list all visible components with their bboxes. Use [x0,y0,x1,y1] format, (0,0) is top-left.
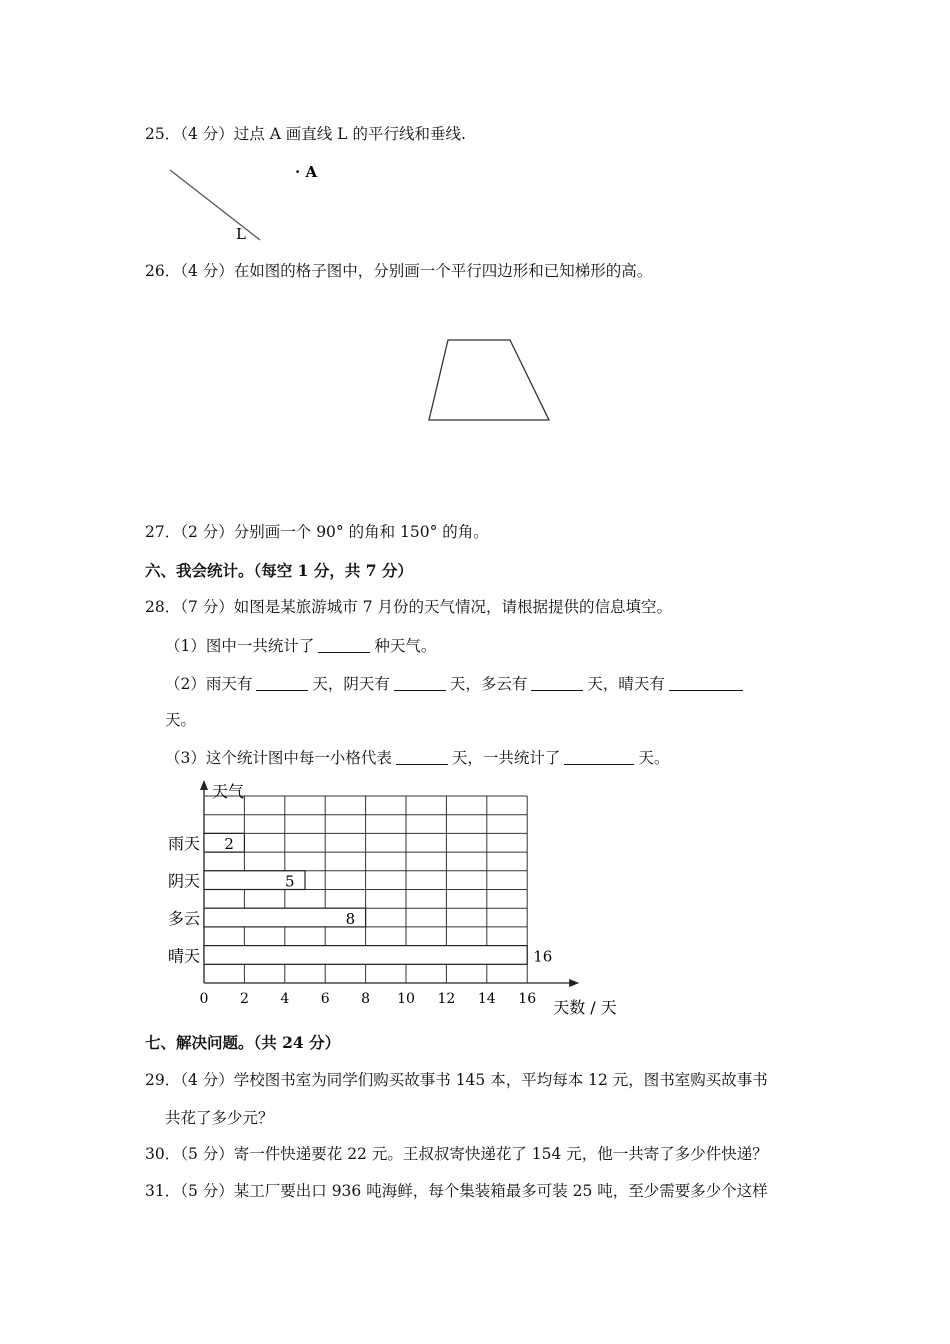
category-label: 多云 [167,908,200,928]
q28-p3-text-b: 天，一共统计了 [451,749,561,767]
x-tick-label: 0 [199,991,209,1007]
q28-p3-text-a: （3）这个统计图中每一小格代表 [165,749,392,767]
section-7-title: 七、解决问题。（共 24 分） [145,1033,341,1052]
q31-text: 31．（5 分）某工厂要出口 936 吨海鲜，每个集装箱最多可装 25 吨，至少需要多少个这样 [145,1182,768,1200]
answer-blank-6[interactable] [396,750,448,765]
category-label: 雨天 [167,834,200,854]
x-axis-title: 天数 / 天 [553,998,617,1017]
trapezoid [429,340,549,420]
category-label: 晴天 [167,946,200,966]
q28-p2-text-d: 天，晴天有 [587,675,665,693]
q28-part3 [165,750,669,767]
q28-part1 [165,638,436,655]
x-axis-arrow [569,979,579,987]
x-tick-label: 8 [361,991,371,1007]
q27-text: 27．（2 分）分别画一个 90° 的角和 150° 的角。 [145,523,489,541]
x-tick-label: 2 [239,991,249,1007]
q28-p2-text-b: 天，阴天有 [312,675,390,693]
q28-p2-text-a: （2）雨天有 [165,675,253,693]
q28-p2-text-c: 天，多云有 [449,675,528,693]
q30-text: 30．（5 分）寄一件快递要花 22 元。王叔叔寄快递花了 154 元，他一共寄了多少件快递？ [145,1145,768,1163]
bar-value-label: 5 [285,872,295,891]
q28-p1-text-a: （1）图中一共统计了 [165,637,315,655]
q28-p3-text-c: 天。 [638,749,670,767]
answer-blank-2[interactable] [256,676,308,691]
answer-blank-7[interactable] [564,750,634,765]
weather-bar-chart [150,775,650,1025]
q29-text-line2: 共花了多少元？ [165,1109,274,1127]
x-tick-label: 16 [518,991,537,1007]
line-l-label: L [236,225,246,243]
bar-3 [204,946,527,965]
trapezoid-figure [420,330,560,430]
x-tick-label: 6 [320,991,330,1007]
bar-2 [204,908,366,927]
q28-part2-end: 天。 [165,711,197,729]
x-tick-label: 14 [477,991,496,1007]
answer-blank-3[interactable] [394,676,446,691]
point-a-label: · A [295,163,318,181]
answer-blank-5[interactable] [669,676,743,691]
line-l [170,170,260,240]
x-tick-label: 12 [437,991,456,1007]
y-axis-title: 天气 [212,782,245,801]
bar-value-label: 8 [345,909,356,928]
section-6-title: 六、我会统计。（每空 1 分，共 7 分） [145,561,413,580]
q26-text: 26．（4 分）在如图的格子图中，分别画一个平行四边形和已知梯形的高。 [145,262,653,280]
answer-blank-1[interactable] [318,638,370,653]
y-axis-arrow [200,780,208,790]
q28-part2 [165,676,747,693]
q25-text: 25．（4 分）过点 A 画直线 L 的平行线和垂线. [145,125,466,143]
x-tick-label: 4 [280,991,290,1007]
q28-p1-text-b: 种天气。 [374,637,437,655]
category-label: 阴天 [167,871,200,891]
bar-value-label: 2 [224,835,234,854]
q28-text: 28．（7 分）如图是某旅游城市 7 月份的天气情况，请根据提供的信息填空。 [145,598,672,616]
q29-text-line1: 29．（4 分）学校图书室为同学们购买故事书 145 本，平均每本 12 元，图书室购买故事书 [145,1071,768,1089]
bar-value-label: 16 [533,947,553,966]
answer-blank-4[interactable] [531,676,583,691]
q25-figure [160,160,360,250]
x-tick-label: 10 [397,991,415,1007]
